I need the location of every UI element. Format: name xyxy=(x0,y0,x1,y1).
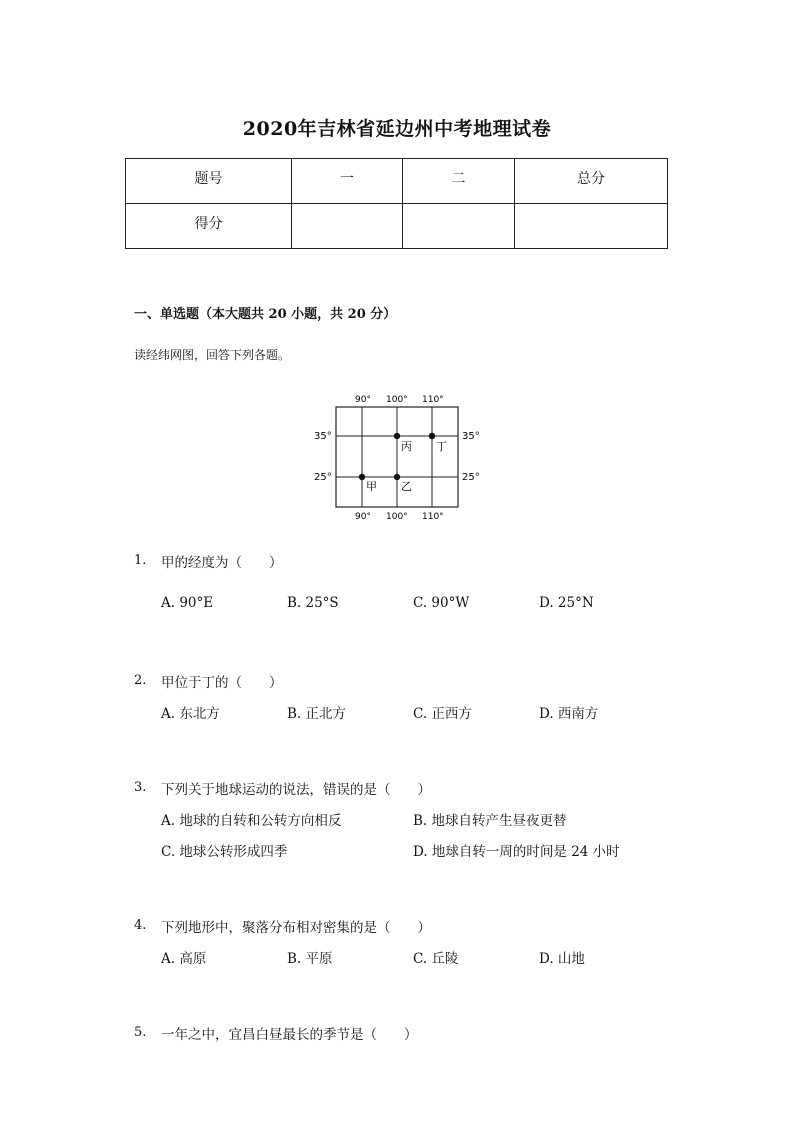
point-label-jia: 甲 xyxy=(366,480,377,493)
option-b[interactable]: B. 地球自转产生昼夜更替 xyxy=(413,813,567,829)
score-cell[interactable] xyxy=(403,204,515,249)
lat-label: 35° xyxy=(462,431,480,442)
point-label-ding: 丁 xyxy=(436,440,447,453)
table-cell: 得分 xyxy=(126,204,292,249)
point-ding xyxy=(429,433,435,439)
point-yi xyxy=(394,474,400,480)
point-bing xyxy=(394,433,400,439)
lon-label: 110° xyxy=(422,395,444,405)
lon-label: 100° xyxy=(386,512,408,522)
score-cell[interactable] xyxy=(515,204,668,249)
question-text: 甲位于丁的（ ） xyxy=(161,675,283,691)
option-c[interactable]: C. 丘陵 xyxy=(413,951,459,967)
option-a[interactable]: A. 90°E xyxy=(161,595,214,611)
table-cell: 二 xyxy=(403,159,515,204)
question-text: 一年之中，宜昌白昼最长的季节是（ ） xyxy=(161,1027,418,1043)
score-cell[interactable] xyxy=(292,204,403,249)
option-b[interactable]: B. 平原 xyxy=(287,951,333,967)
question-number: 4. xyxy=(134,918,147,933)
point-jia xyxy=(359,474,365,480)
lon-label: 100° xyxy=(386,395,408,405)
table-row xyxy=(126,204,668,249)
question-text: 下列地形中，聚落分布相对密集的是（ ） xyxy=(161,920,431,936)
option-d[interactable]: D. 山地 xyxy=(539,951,585,967)
option-d[interactable]: D. 地球自转一周的时间是 24 小时 xyxy=(413,844,620,860)
lat-label: 35° xyxy=(314,431,332,442)
option-b[interactable]: B. 正北方 xyxy=(287,706,347,722)
option-d[interactable]: D. 25°N xyxy=(539,595,594,611)
option-c[interactable]: C. 正西方 xyxy=(413,706,472,722)
option-a[interactable]: A. 东北方 xyxy=(161,706,220,722)
table-row xyxy=(126,159,668,204)
option-c[interactable]: C. 地球公转形成四季 xyxy=(161,844,288,860)
table-cell: 题号 xyxy=(126,159,292,204)
question-text: 下列关于地球运动的说法，错误的是（ ） xyxy=(161,782,431,798)
lat-label: 25° xyxy=(314,472,332,483)
lon-label: 90° xyxy=(355,512,371,522)
option-b[interactable]: B. 25°S xyxy=(287,595,339,611)
score-table xyxy=(125,158,668,249)
table-cell: 一 xyxy=(292,159,403,204)
table-cell: 总分 xyxy=(515,159,668,204)
lat-label: 25° xyxy=(462,472,480,483)
lat-lon-grid-map xyxy=(300,385,500,530)
lon-label: 90° xyxy=(355,395,371,405)
lon-label: 110° xyxy=(422,512,444,522)
page-title: 2020年吉林省延边州中考地理试卷 xyxy=(242,118,552,140)
option-d[interactable]: D. 西南方 xyxy=(539,706,599,722)
question-number: 2. xyxy=(134,673,147,688)
point-label-yi: 乙 xyxy=(401,480,412,493)
section-heading: 一、单选题（本大题共 20 小题，共 20 分） xyxy=(134,307,397,322)
question-number: 5. xyxy=(134,1025,147,1040)
question-number: 3. xyxy=(134,780,147,795)
option-c[interactable]: C. 90°W xyxy=(413,595,470,611)
option-a[interactable]: A. 高原 xyxy=(161,951,207,967)
option-a[interactable]: A. 地球的自转和公转方向相反 xyxy=(161,813,342,829)
question-text: 甲的经度为（ ） xyxy=(161,555,283,571)
intro-text: 读经纬网图，回答下列各题。 xyxy=(134,348,291,362)
point-label-bing: 丙 xyxy=(401,440,412,453)
question-number: 1. xyxy=(134,553,147,568)
